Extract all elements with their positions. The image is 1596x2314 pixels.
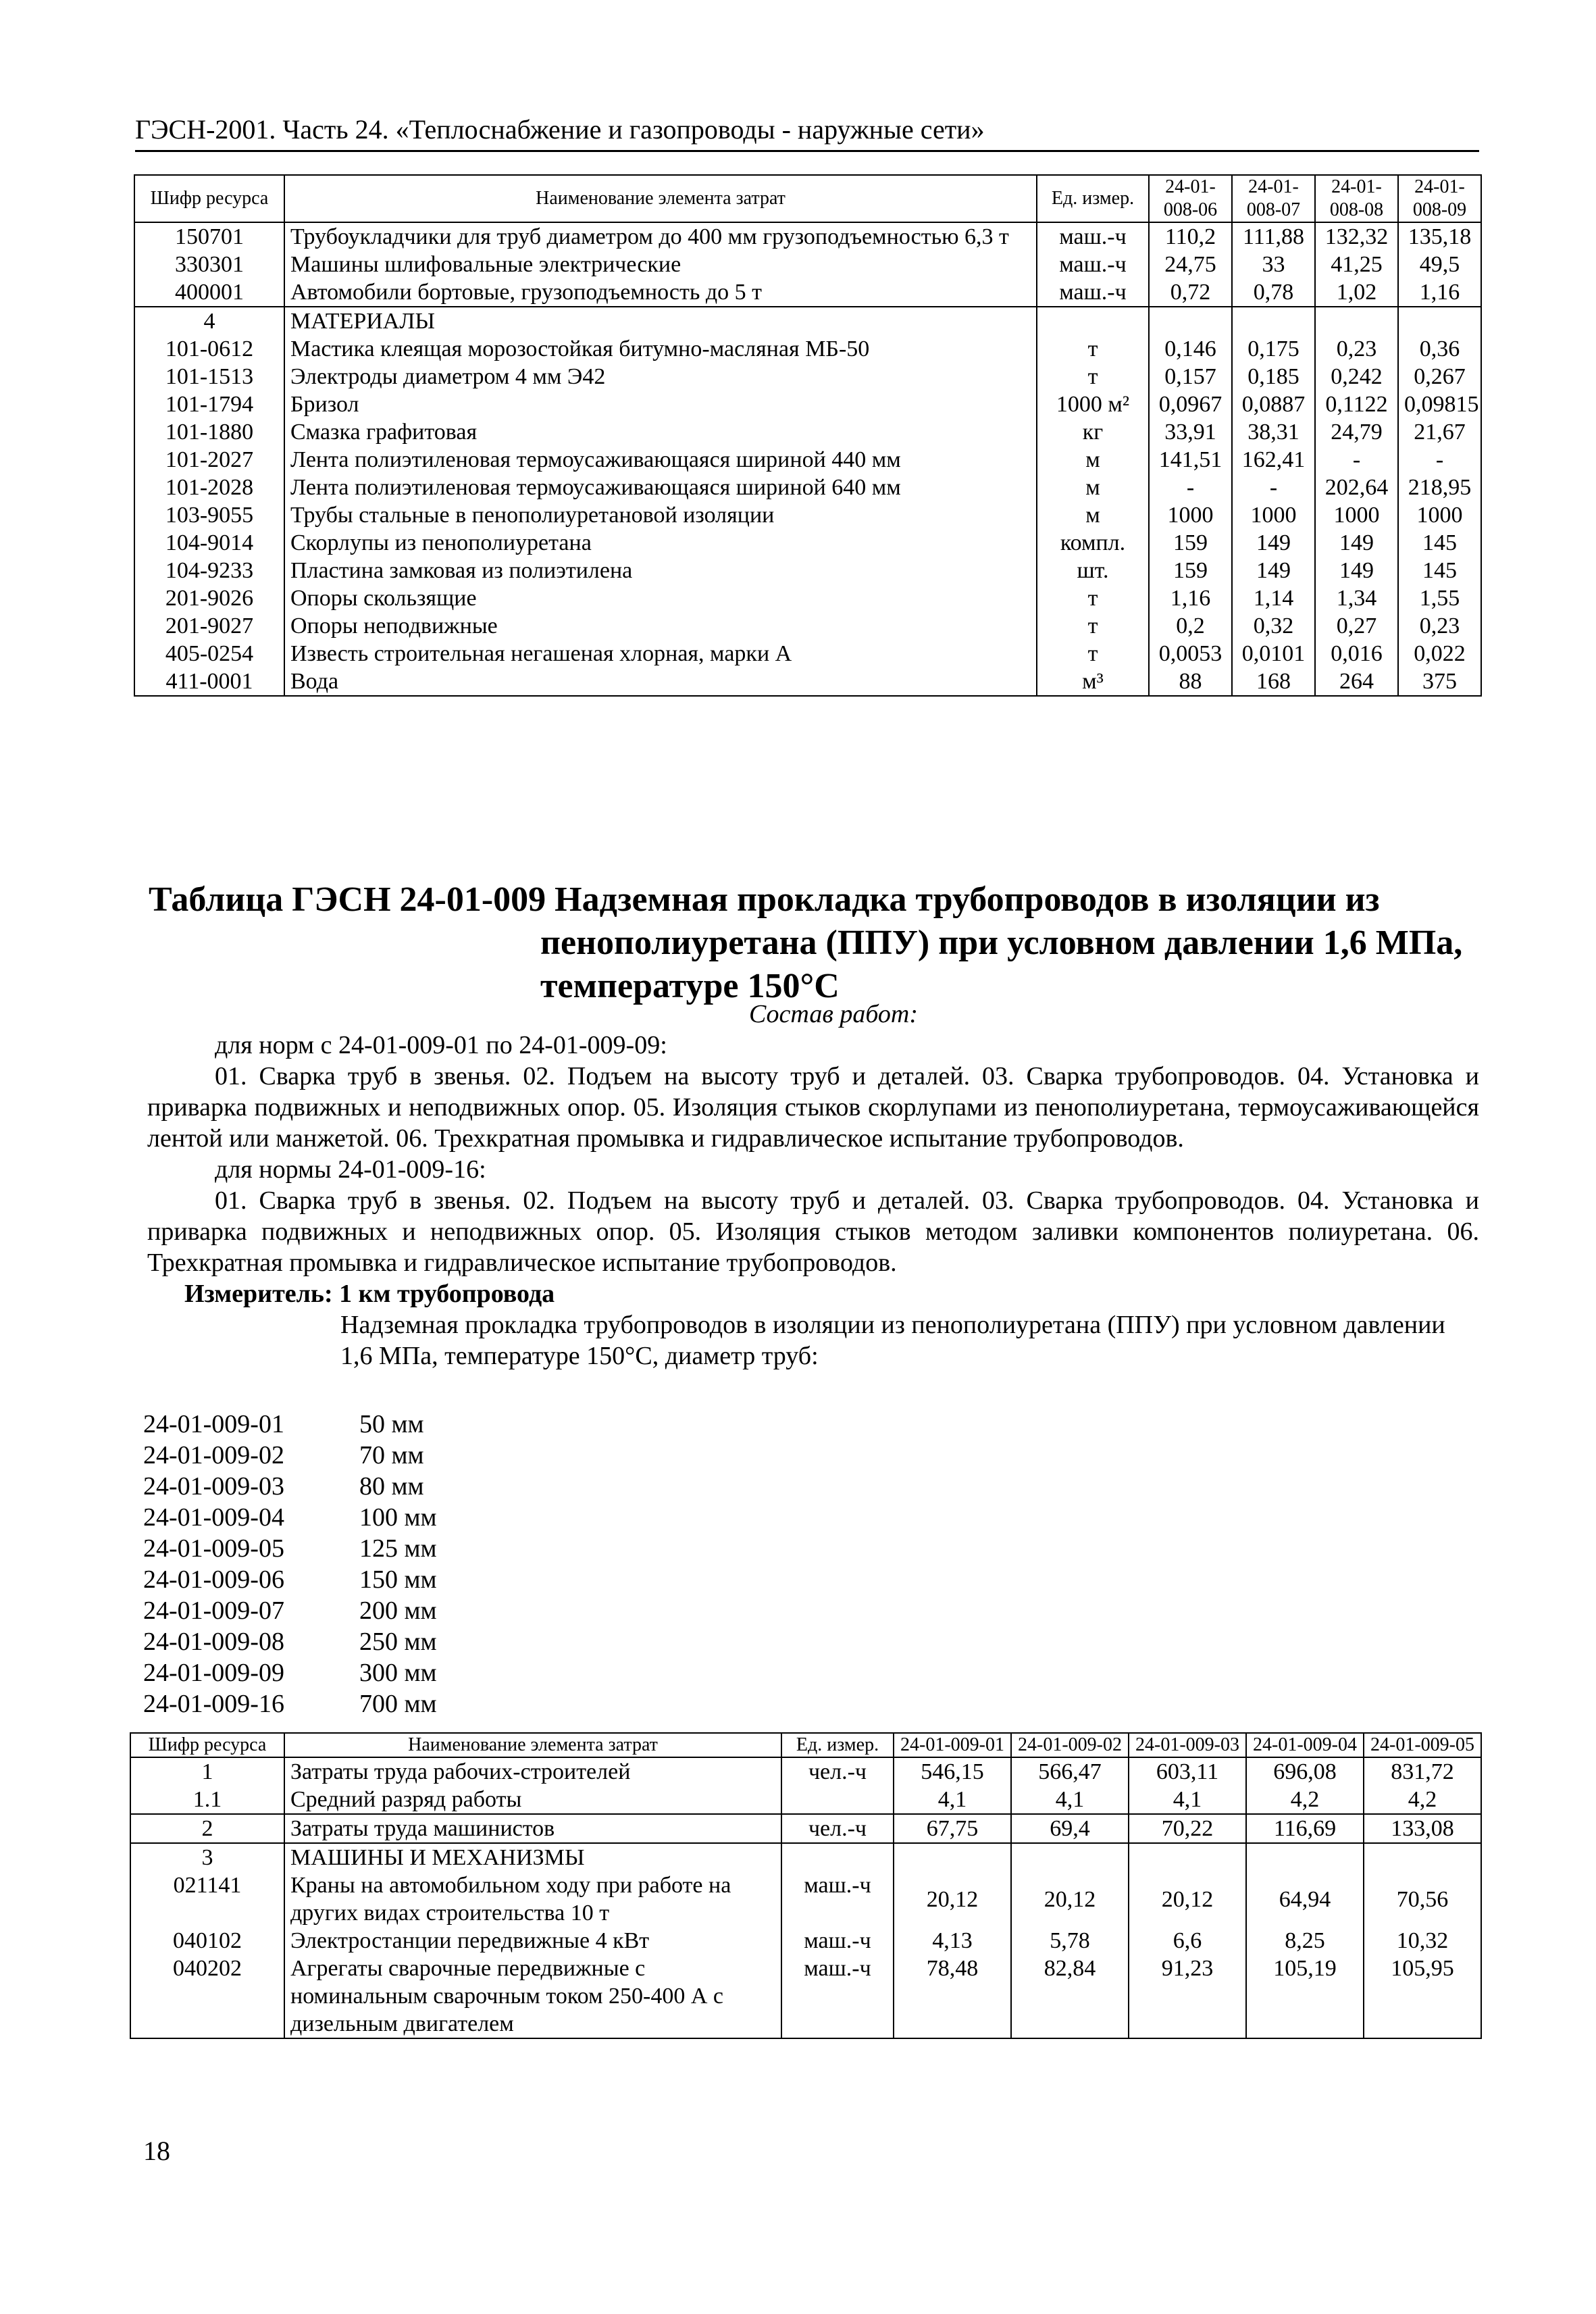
pipe-diameter: 100 мм (359, 1503, 437, 1532)
cell-value: 149 (1232, 529, 1315, 557)
cell-value: 20,12 (1011, 1871, 1129, 1927)
cell-code: 040102 (130, 1927, 284, 1955)
table-row (130, 1955, 1481, 2038)
cell-code: 101-1794 (134, 391, 284, 418)
work-composition-heading: Состав работ: (748, 1000, 919, 1028)
cell-value: 1,34 (1315, 584, 1398, 612)
cell-value: 145 (1398, 557, 1481, 584)
cell-code: 101-1880 (134, 418, 284, 446)
cell-unit: т (1037, 584, 1149, 612)
cell-value: 149 (1315, 557, 1398, 584)
cell-unit: чел.-ч (781, 1814, 894, 1843)
measure-unit: Измеритель: 1 км трубопровода (184, 1280, 555, 1308)
resource-table-009 (130, 1732, 1482, 2039)
cell-value: 69,4 (1011, 1814, 1129, 1843)
list-item (143, 1595, 437, 1626)
cell-value (894, 1843, 1011, 1871)
cell-value: 141,51 (1149, 446, 1232, 474)
list-item (143, 1564, 437, 1595)
cell-value: 38,31 (1232, 418, 1315, 446)
cell-value: 33,91 (1149, 418, 1232, 446)
list-item (143, 1657, 437, 1688)
norm-code: 24-01-009-06 (143, 1565, 284, 1594)
cell-value: 49,5 (1398, 251, 1481, 278)
cell-value: 1000 (1232, 501, 1315, 529)
cell-value: 116,69 (1246, 1814, 1364, 1843)
cell-value: 0,1122 (1315, 391, 1398, 418)
cell-code: 330301 (134, 251, 284, 278)
cell-value: 566,47 (1011, 1757, 1129, 1786)
cell-value: - (1398, 446, 1481, 474)
pipe-diameter: 200 мм (359, 1596, 437, 1625)
header-col: 24-01-009-03 (1129, 1733, 1246, 1757)
table-row (134, 391, 1481, 418)
cell-value: 132,32 (1315, 222, 1398, 251)
header-name: Наименование элемента затрат (284, 1733, 781, 1757)
cell-value: 78,48 (894, 1955, 1011, 2038)
cell-value: 1000 (1149, 501, 1232, 529)
cell-code: 040202 (130, 1955, 284, 2038)
cell-value: 6,6 (1129, 1927, 1246, 1955)
cell-value: 0,2 (1149, 612, 1232, 640)
pipe-diameter: 300 мм (359, 1659, 437, 1687)
cell-value (1232, 307, 1315, 335)
cell-unit: 1000 м² (1037, 391, 1149, 418)
cell-value: 111,88 (1232, 222, 1315, 251)
cell-value: 70,56 (1364, 1871, 1481, 1927)
cell-value: 0,32 (1232, 612, 1315, 640)
cell-value: 20,12 (894, 1871, 1011, 1927)
cell-code: 4 (134, 307, 284, 335)
cell-unit (781, 1843, 894, 1871)
header-code: Шифр ресурса (130, 1733, 284, 1757)
cell-value: 5,78 (1011, 1927, 1129, 1955)
running-header: ГЭСН-2001. Часть 24. «Теплоснабжение и газопроводы - наружные сети» (135, 114, 1479, 152)
cell-value: 24,79 (1315, 418, 1398, 446)
cell-name: Лента полиэтиленовая термоусаживающаяся шириной 640 мм (284, 474, 1037, 501)
cell-value: 168 (1232, 668, 1315, 696)
cell-unit: т (1037, 363, 1149, 391)
header-col: 24-01-009-02 (1011, 1733, 1129, 1757)
cell-name: Электроды диаметром 4 мм Э42 (284, 363, 1037, 391)
cell-value: 264 (1315, 668, 1398, 696)
cell-value: 133,08 (1364, 1814, 1481, 1843)
cell-code: 1 (130, 1757, 284, 1786)
page-number: 18 (143, 2136, 170, 2166)
cell-unit: маш.-ч (781, 1955, 894, 2038)
cell-unit: компл. (1037, 529, 1149, 557)
norm-code: 24-01-009-04 (143, 1503, 284, 1532)
cell-value: 1,02 (1315, 278, 1398, 307)
cell-value: 202,64 (1315, 474, 1398, 501)
cell-value: 149 (1315, 529, 1398, 557)
cell-value: 88 (1149, 668, 1232, 696)
cell-value: 70,22 (1129, 1814, 1246, 1843)
table-title (149, 878, 1463, 1008)
cell-value: 831,72 (1364, 1757, 1481, 1786)
table-row (130, 1757, 1481, 1786)
cell-value: 0,0967 (1149, 391, 1232, 418)
cell-value: 0,175 (1232, 335, 1315, 363)
cell-value: 0,36 (1398, 335, 1481, 363)
norm-code: 24-01-009-05 (143, 1534, 284, 1563)
cell-unit: т (1037, 335, 1149, 363)
cell-value: 4,13 (894, 1927, 1011, 1955)
norm-code: 24-01-009-01 (143, 1410, 284, 1438)
cell-name: Мастика клеящая морозостойкая битумно-масляная МБ-50 (284, 335, 1037, 363)
cell-code: 2 (130, 1814, 284, 1843)
cell-code: 104-9233 (134, 557, 284, 584)
cell-unit: м³ (1037, 668, 1149, 696)
header-name: Наименование элемента затрат (284, 175, 1037, 222)
norm-code: 24-01-009-03 (143, 1472, 284, 1501)
list-item (143, 1688, 437, 1719)
cell-unit (1037, 307, 1149, 335)
cell-unit: маш.-ч (781, 1927, 894, 1955)
header-col: 24-01-008-07 (1232, 175, 1315, 222)
table-row (130, 1871, 1481, 1927)
table-header-row (134, 175, 1481, 222)
norm-code: 24-01-009-08 (143, 1628, 284, 1656)
cell-value: 546,15 (894, 1757, 1011, 1786)
cell-value: 135,18 (1398, 222, 1481, 251)
cell-name: Средний разряд работы (284, 1786, 781, 1814)
resource-table-008 (134, 174, 1482, 697)
cell-name: Смазка графитовая (284, 418, 1037, 446)
cell-value: 0,022 (1398, 640, 1481, 668)
cell-code: 1.1 (130, 1786, 284, 1814)
section-title: МАШИНЫ И МЕХАНИЗМЫ (284, 1843, 781, 1871)
section-title: МАТЕРИАЛЫ (284, 307, 1037, 335)
work-steps-paragraph: 01. Сварка труб в звенья. 02. Подъем на высоту труб и деталей. 03. Сварка трубопроводов. 04. Установка и приварка подвижных и неподвижных опор. 05. Изоляция стыков методом заливки компонентов полиуретана. 06. Трехкратная промывка и гидравлическое испытание трубопроводов. (147, 1186, 1479, 1277)
table-row (134, 584, 1481, 612)
norm-codes-list (143, 1409, 437, 1719)
list-item (143, 1440, 437, 1471)
cell-value: 159 (1149, 557, 1232, 584)
cell-value: 1,16 (1398, 278, 1481, 307)
cell-name: Вода (284, 668, 1037, 696)
header-col: 24-01-009-04 (1246, 1733, 1364, 1757)
table-row (130, 1786, 1481, 1814)
cell-value: 110,2 (1149, 222, 1232, 251)
norm-code: 24-01-009-02 (143, 1441, 284, 1469)
pipe-diameter: 150 мм (359, 1565, 437, 1594)
cell-name: Автомобили бортовые, грузоподъемность до 5 т (284, 278, 1037, 307)
cell-code: 021141 (130, 1871, 284, 1927)
table-row (134, 501, 1481, 529)
norm-code: 24-01-009-07 (143, 1596, 284, 1625)
cell-value: 0,157 (1149, 363, 1232, 391)
cell-value: 162,41 (1232, 446, 1315, 474)
cell-code: 101-0612 (134, 335, 284, 363)
norm-code: 24-01-009-09 (143, 1659, 284, 1687)
cell-value: 21,67 (1398, 418, 1481, 446)
pipe-diameter: 700 мм (359, 1690, 437, 1718)
table-row (134, 640, 1481, 668)
cell-unit: маш.-ч (1037, 278, 1149, 307)
table-row (134, 278, 1481, 307)
cell-value: 33 (1232, 251, 1315, 278)
cell-unit: м (1037, 474, 1149, 501)
table-row (134, 222, 1481, 251)
cell-unit: м (1037, 446, 1149, 474)
cell-value: 1000 (1315, 501, 1398, 529)
cell-value: 4,2 (1364, 1786, 1481, 1814)
cell-value (1315, 307, 1398, 335)
norms-range-label: для нормы 24-01-009-16: (215, 1155, 486, 1184)
list-item (143, 1502, 437, 1533)
table-row (134, 363, 1481, 391)
cell-value: - (1315, 446, 1398, 474)
cell-name: Затраты труда машинистов (284, 1814, 781, 1843)
cell-value: 4,1 (894, 1786, 1011, 1814)
cell-name: Опоры неподвижные (284, 612, 1037, 640)
cell-name: Электростанции передвижные 4 кВт (284, 1927, 781, 1955)
table-row (134, 557, 1481, 584)
cell-value: 0,09815 (1398, 391, 1481, 418)
pipe-diameter: 125 мм (359, 1534, 437, 1563)
section-row (130, 1843, 1481, 1871)
cell-value: 8,25 (1246, 1927, 1364, 1955)
cell-value: 1,14 (1232, 584, 1315, 612)
cell-value: 0,78 (1232, 278, 1315, 307)
cell-code: 201-9027 (134, 612, 284, 640)
cell-name: Опоры скользящие (284, 584, 1037, 612)
table-row (130, 1927, 1481, 1955)
cell-value: 159 (1149, 529, 1232, 557)
cell-name: Машины шлифовальные электрические (284, 251, 1037, 278)
cell-value: 24,75 (1149, 251, 1232, 278)
cell-value: 145 (1398, 529, 1481, 557)
header-unit: Ед. измер. (781, 1733, 894, 1757)
cell-value: 82,84 (1011, 1955, 1129, 2038)
cell-unit: кг (1037, 418, 1149, 446)
cell-value (1398, 307, 1481, 335)
pipe-diameter: 70 мм (359, 1441, 424, 1469)
cell-value: 149 (1232, 557, 1315, 584)
cell-unit: маш.-ч (1037, 251, 1149, 278)
cell-value (1149, 307, 1232, 335)
cell-value: 375 (1398, 668, 1481, 696)
cell-value: 0,146 (1149, 335, 1232, 363)
table-header-row (130, 1733, 1481, 1757)
list-item (143, 1409, 437, 1440)
cell-code: 101-2028 (134, 474, 284, 501)
table-row (134, 474, 1481, 501)
cell-value: - (1149, 474, 1232, 501)
cell-value: 0,016 (1315, 640, 1398, 668)
cell-value: 0,267 (1398, 363, 1481, 391)
cell-value: 41,25 (1315, 251, 1398, 278)
table-row (134, 612, 1481, 640)
cell-value: 1000 (1398, 501, 1481, 529)
cell-unit: шт. (1037, 557, 1149, 584)
cell-code: 104-9014 (134, 529, 284, 557)
cell-value: 0,0887 (1232, 391, 1315, 418)
work-description (147, 999, 1479, 1372)
cell-code: 101-2027 (134, 446, 284, 474)
cell-value: 4,2 (1246, 1786, 1364, 1814)
pipe-diameter: 50 мм (359, 1410, 424, 1438)
cell-unit: чел.-ч (781, 1757, 894, 1786)
pipe-diameter: 80 мм (359, 1472, 424, 1501)
cell-code: 103-9055 (134, 501, 284, 529)
cell-name: Краны на автомобильном ходу при работе на других видах строительства 10 т (284, 1871, 781, 1927)
cell-unit (781, 1786, 894, 1814)
table-title-line: температуре 150°С (540, 967, 840, 1005)
table-row (134, 446, 1481, 474)
cell-value: 1,16 (1149, 584, 1232, 612)
pipe-diameter: 250 мм (359, 1628, 437, 1656)
cell-unit: т (1037, 612, 1149, 640)
header-col: 24-01-009-05 (1364, 1733, 1481, 1757)
cell-value: 64,94 (1246, 1871, 1364, 1927)
table-row (134, 335, 1481, 363)
cell-code: 3 (130, 1843, 284, 1871)
cell-name: Агрегаты сварочные передвижные с номинальным сварочным током 250-400 А с дизельным двигателем (284, 1955, 781, 2038)
cell-code: 201-9026 (134, 584, 284, 612)
cell-name: Скорлупы из пенополиуретана (284, 529, 1037, 557)
table-title-line: пенополиуретана (ППУ) при условном давлении 1,6 МПа, (540, 924, 1463, 962)
cell-name: Затраты труда рабочих-строителей (284, 1757, 781, 1786)
cell-value: 20,12 (1129, 1871, 1246, 1927)
cell-value (1011, 1843, 1129, 1871)
norm-description: Надземная прокладка трубопроводов в изоляции из пенополиуретана (ППУ) при условном давлении 1,6 МПа, температуре 150°С, диаметр труб: (340, 1311, 1445, 1370)
cell-value: 0,23 (1315, 335, 1398, 363)
cell-value: 218,95 (1398, 474, 1481, 501)
table-row (130, 1814, 1481, 1843)
cell-value: 105,19 (1246, 1955, 1364, 2038)
cell-name: Трубоукладчики для труб диаметром до 400 мм грузоподъемностью 6,3 т (284, 222, 1037, 251)
cell-name: Бризол (284, 391, 1037, 418)
table-row (134, 251, 1481, 278)
cell-code: 101-1513 (134, 363, 284, 391)
work-steps-paragraph: 01. Сварка труб в звенья. 02. Подъем на высоту труб и деталей. 03. Сварка трубопроводов. 04. Установка и приварка подвижных и неподвижных опор. 05. Изоляция стыков скорлупами из пенополиуретана, термоусаживающейся лентой или манжетой. 06. Трехкратная промывка и гидравлическое испытание трубопроводов. (147, 1062, 1479, 1153)
cell-value: 0,0053 (1149, 640, 1232, 668)
cell-code: 411-0001 (134, 668, 284, 696)
table-row (134, 668, 1481, 696)
header-unit: Ед. измер. (1037, 175, 1149, 222)
cell-value: 91,23 (1129, 1955, 1246, 2038)
cell-value: 10,32 (1364, 1927, 1481, 1955)
cell-value: 0,0101 (1232, 640, 1315, 668)
cell-value: 0,185 (1232, 363, 1315, 391)
cell-unit: т (1037, 640, 1149, 668)
cell-name: Пластина замковая из полиэтилена (284, 557, 1037, 584)
cell-value: 105,95 (1364, 1955, 1481, 2038)
cell-value (1364, 1843, 1481, 1871)
cell-value: 603,11 (1129, 1757, 1246, 1786)
table-row (134, 418, 1481, 446)
header-col: 24-01-008-09 (1398, 175, 1481, 222)
header-col: 24-01-008-06 (1149, 175, 1232, 222)
cell-value: 0,72 (1149, 278, 1232, 307)
cell-value: - (1232, 474, 1315, 501)
cell-unit: маш.-ч (1037, 222, 1149, 251)
norm-code: 24-01-009-16 (143, 1690, 284, 1718)
header-col: 24-01-008-08 (1315, 175, 1398, 222)
cell-value: 4,1 (1011, 1786, 1129, 1814)
cell-value: 1,55 (1398, 584, 1481, 612)
cell-value (1246, 1843, 1364, 1871)
cell-name: Известь строительная негашеная хлорная, марки А (284, 640, 1037, 668)
list-item (143, 1471, 437, 1502)
cell-value: 67,75 (894, 1814, 1011, 1843)
norms-range-label: для норм с 24-01-009-01 по 24-01-009-09: (215, 1031, 667, 1059)
cell-value: 4,1 (1129, 1786, 1246, 1814)
cell-name: Лента полиэтиленовая термоусаживающаяся шириной 440 мм (284, 446, 1037, 474)
table-title-line: Таблица ГЭСН 24-01-009 Надземная прокладка трубопроводов в изоляции из (149, 880, 1380, 919)
cell-value: 0,242 (1315, 363, 1398, 391)
cell-value: 0,27 (1315, 612, 1398, 640)
cell-code: 405-0254 (134, 640, 284, 668)
cell-unit: м (1037, 501, 1149, 529)
cell-value (1129, 1843, 1246, 1871)
list-item (143, 1533, 437, 1564)
cell-code: 400001 (134, 278, 284, 307)
cell-value: 0,23 (1398, 612, 1481, 640)
cell-code: 150701 (134, 222, 284, 251)
table-row (134, 529, 1481, 557)
header-code: Шифр ресурса (134, 175, 284, 222)
section-row (134, 307, 1481, 335)
list-item (143, 1626, 437, 1657)
cell-unit: маш.-ч (781, 1871, 894, 1927)
cell-name: Трубы стальные в пенополиуретановой изоляции (284, 501, 1037, 529)
cell-value: 696,08 (1246, 1757, 1364, 1786)
header-col: 24-01-009-01 (894, 1733, 1011, 1757)
